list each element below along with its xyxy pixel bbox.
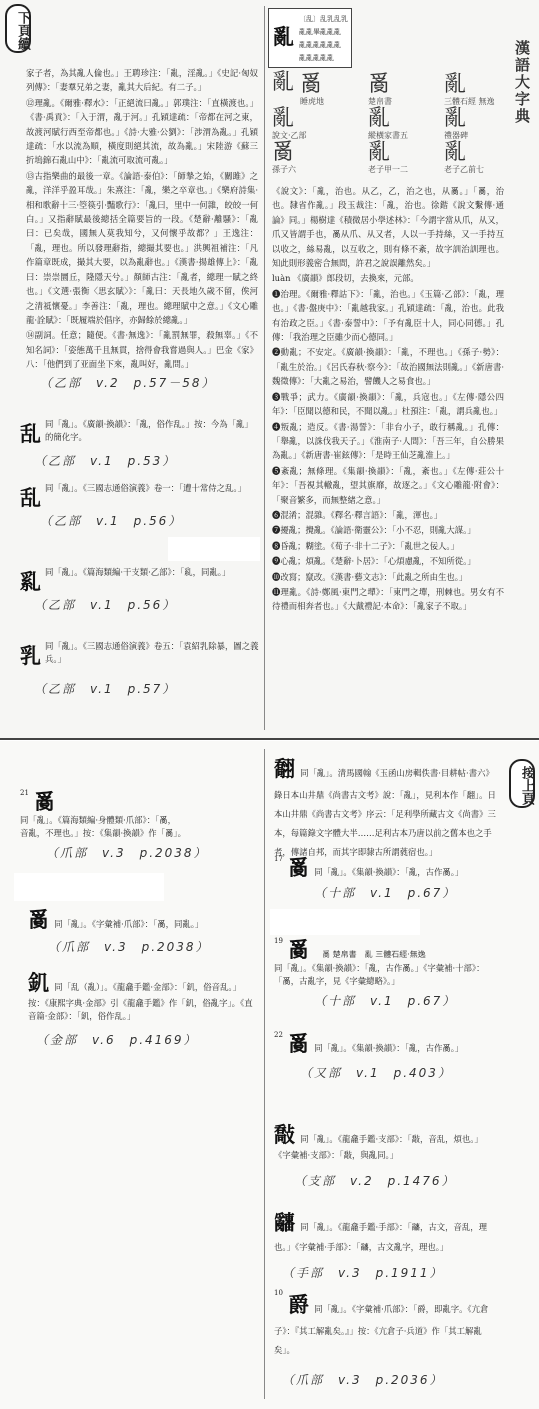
entry-text: 同「亂」。《三國志通俗演義》卷五：「袁紹乳除暴，圖之義兵。」: [45, 641, 259, 664]
sense-paragraph: ❹叛亂；造反。《書·湯誓》：「非台小子，敢行稱亂。」孔傳：「舉亂，以誅伐我天子。」《淮南子·人間》：「吾三年，自公勝果為亂。」《新唐書·崔鉉傳》：「是時王仙芝亂淮上。」: [272, 421, 504, 461]
entry-text: 同「亂」。《字彙補·爪部》：「爵，即亂字。《亢倉子》：『其工解亂矣。』」按：《亢倉子·兵道》作「其工解亂矣」。: [274, 1304, 489, 1355]
glyph-cell: 亂 說文·乙部: [272, 106, 307, 140]
pronunciation: luàn 《廣韻》郎段切，去換來，元部。: [272, 273, 419, 284]
glyph-source: 三體石經: [444, 97, 476, 106]
source-note: （十部 v.1 p.67）: [314, 886, 457, 900]
right-definition-text: [272, 184, 504, 732]
sense-paragraph: ❸戰爭；武力。《廣韻·換韻》：「亂，兵寇也。」《左傳·隱公四年》：「臣聞以德和民，不聞以亂。」杜預注：「亂，謂兵亂也。」: [272, 391, 504, 417]
source-note: （手部 v.3 p.1911）: [282, 1266, 444, 1280]
variant-entry: [20, 418, 260, 469]
glyph-cell: 𤔔 睡虎地: [300, 72, 324, 106]
glyph-source-sub: 無逸: [478, 97, 495, 106]
source-note: （爪部 v.3 p.2036）: [282, 1373, 444, 1387]
glyph-source: 𤔔 楚帛書 亂 三體石經·無逸: [322, 950, 426, 959]
sense-paragraph: ❽昏亂；糊塗。《荀子·非十二子》：「亂世之佞人。」: [272, 540, 459, 551]
variant-forms: [299, 13, 348, 65]
headword: 𤔔: [28, 907, 49, 932]
source-note: （十部 v.1 p.67）: [314, 994, 457, 1008]
variant-entry: [274, 753, 500, 859]
left-definition-text: [26, 66, 258, 370]
source-note: （乙部 v.1 p.56）: [40, 514, 183, 528]
headword: 乿: [20, 569, 41, 594]
entry-text: 音亂，不理也。」按：《集韻·換韻》作「𤔔」。: [20, 828, 186, 838]
variant-entry: [274, 1119, 500, 1189]
redaction-bar: [168, 537, 260, 561]
glyph-source: 楚帛書: [368, 97, 392, 106]
variant-entry: [20, 789, 256, 861]
variant-entry: [20, 482, 260, 529]
headword: 乱: [20, 421, 41, 446]
headword: 爵: [288, 1292, 310, 1317]
stroke-count: 10: [274, 1289, 283, 1297]
glyph-source: 禮器碑: [444, 131, 468, 140]
column-divider: [264, 6, 265, 730]
redaction-bar: [270, 909, 420, 935]
headword: 䎗: [274, 756, 295, 781]
source-note: （爪部 v.3 p.2038）: [48, 940, 210, 954]
entry-text: 同「亂」。《廣韻·換韻》：「亂，俗作乱。」按：今為「亂」的簡化字。: [45, 419, 253, 442]
variant-entry: [274, 1031, 500, 1081]
variant-line: 亂亂亂亂亂亂: [299, 41, 341, 49]
stroke-count: 22: [274, 1031, 283, 1039]
variant-entry: [20, 566, 260, 613]
headword: 乱: [20, 485, 41, 510]
etymology-paragraph: 《說文》：「亂，治也。从乙，乙，治之也，从𤔔。」「𤔔，治也。隸省作亂。」段玉裁注：「亂，治也。徐鍇《說文繫傳·通論》同。」楊樹達《積微居小學述林》：「今謂字當从爪，从又，爪又皆謂手也，𤔔从爪、从又者，人以一手持絲，又一手持互以收之，絲易亂，以互收之，則有條不紊，故字訓治訓理也。知此則形義密合無間，許君之說誤離然矣。」: [272, 186, 504, 269]
glyph-cell: 亂 三體石經 無逸: [444, 72, 495, 106]
glyph-source: 縱橫家書五: [368, 131, 408, 140]
glyph-cell: 亂: [272, 70, 295, 95]
glyph-source: 說文·乙部: [272, 131, 307, 140]
headword: 敽: [274, 1122, 295, 1147]
variant-entry: [274, 1289, 500, 1388]
variant-line: 亂亂畢亂亂亂: [299, 28, 341, 36]
entry-text: 同「亂」。《龍龕手鑑·手部》：「𤕌，古文，音乱，理也。」《字彙補·手部》：「𤕌，古文亂字，理也。」: [274, 1222, 487, 1252]
definition-paragraph: ⑬古指樂曲的最後一章。《論語·泰伯》：「師摯之始，《關雎》之亂，洋洋乎盈耳哉。」朱熹注：「亂，樂之卒章也。」《樂府詩集·相和歌辭十三·箜篌引·豔歌行》：「亂曰，里中一何雜，皎皎一何白。」又指辭賦最後總括全篇要旨的一段。《楚辭·離騷》：「亂曰：已矣哉，國無人莫我知兮，又何懷乎故都？」王逸注：「亂，理也。所以發理辭指，總撮其要也。」洪興祖補注：「凡作篇章既成，撮其大要，以為亂辭也。」《漢書·揚雄傳上》：「亂曰：崇崇圜丘，隆隱天兮。」顏師古注：「亂者，總理一賦之終也。」《文選·張衡〈思玄賦〉》：「亂曰：天長地久歲不留，俟河之清祗懷憂。」李善注：「亂，理也。總理賦中之意。」《文心雕龍·詮賦》：「既履端於倡序，亦歸餘於總亂。」: [26, 170, 258, 325]
entry-text: 同「乱（亂）」。《龍龕手鑑·金部》：「釠，俗音乱。」: [54, 982, 241, 992]
sense-paragraph: ❶治理。《爾雅·釋詁下》：「亂，治也。」《玉篇·乙部》：「亂，理也。」《書·盤庚中》：「亂越我家。」孔穎達疏：「亂，治也。此我有治政之臣。」《書·泰誓中》：「予有亂臣十人，同心同德。」孔傳：「我治理之臣雖少而心德同。」: [272, 288, 504, 343]
variant-entry: [274, 855, 500, 901]
variant-entry: [20, 640, 260, 697]
sense-paragraph: ❾心亂；煩亂。《楚辭·卜居》：「心煩慮亂，不知所從。」: [272, 556, 476, 567]
headword: 釠: [28, 970, 49, 995]
entry-text: 同「亂」。《字彙補·爪部》：「𤔔，同亂。」: [54, 919, 204, 929]
glyph-cell: 亂 縱橫家書五: [368, 106, 408, 140]
glyph-cell: 亂 老子甲一二: [368, 140, 408, 174]
headword: 𤔔: [34, 789, 56, 814]
dictionary-page-bottom: [0, 741, 539, 1409]
glyph-source: 睡虎地: [300, 97, 324, 106]
entry-text: 同「亂」。《集韻·換韻》：「亂，古作𤔔。」: [314, 867, 464, 877]
source-note: （金部 v.6 p.4169）: [36, 1033, 198, 1047]
glyph-source: 老子乙前七: [444, 165, 484, 174]
sense-paragraph: ⓫理亂。《詩·鄭風·東門之墠》：「東門之墠，刑棘也。男女有不待禮而相奔者也。」《大戴禮記·本命》：「亂家子不取。」: [272, 586, 504, 612]
headword: 亂: [273, 24, 294, 49]
glyph-cell: 𤔔 孫子六: [272, 140, 296, 174]
source-note: （乙部 v.1 p.56）: [34, 598, 177, 612]
glyph-cell: 亂 老子乙前七: [444, 140, 484, 174]
glyph-cell: 亂 禮器碑: [444, 106, 468, 140]
sense-paragraph: ❺紊亂；無條理。《集韻·換韻》：「亂，紊也。」《左傳·莊公十年》：「吾視其轍亂，望其旗靡，故逐之。」《文心雕龍·附會》：「聚音繁多，而無整緒之意。」: [272, 465, 504, 505]
column-divider: [264, 749, 265, 1399]
continued-stamp: 接上頁: [509, 759, 535, 808]
headword: 𤔔: [288, 1031, 310, 1056]
entry-text: 同「亂」。《篇海類編·身體類·爪部》：「𤔔，: [20, 815, 177, 825]
definition-paragraph: ⑭副詞。任意；隨便。《書·無逸》：「亂罰無罪，殺無辜。」《不知名詞》：「姿態萬千且無貫，捨得會我嘗過與人。」巴金《家》八：「他們到了亚面坐下來，亂叫好，亂問。」: [26, 330, 258, 370]
variant-line: 〔乱〕乱乳乱乳: [299, 15, 348, 23]
source-note: （支部 v.2 p.1476）: [294, 1174, 456, 1188]
headword: 𤕌: [274, 1210, 295, 1235]
entry-text: 《字彙補·支部》：「敽，與亂同。」: [274, 1150, 399, 1160]
source-note: （乙部 v.1 p.57）: [34, 682, 177, 696]
entry-text: 同「亂」。《龍龕手鑑·支部》：「敽，音乱，煩也。」: [300, 1134, 483, 1144]
stroke-count: 19: [274, 937, 283, 945]
glyph-source: 老子甲一二: [368, 165, 408, 174]
definition-paragraph: 家子者，為其亂人倫也。」王聘珍注：「亂，淫亂。」《史記·匈奴列傳》：「妻羣兄弟之妻，亂其大后紀。有二子。」: [26, 68, 258, 93]
source-note: （爪部 v.3 p.2038）: [46, 846, 208, 860]
stroke-count: 21: [20, 789, 29, 797]
entry-text: 同「亂」。《集韻·換韻》：「亂，古作𤔔。」《字彙補·十部》：「𤔔，古亂字，見《字彙總略》。」: [274, 963, 485, 986]
source-citation: [40, 372, 216, 391]
headword-header-box: [268, 8, 352, 68]
ancient-glyph-table: [272, 72, 502, 180]
source-note: （又部 v.1 p.403）: [300, 1066, 452, 1080]
variant-line: 亂亂亂亂亂: [299, 54, 334, 62]
sense-paragraph: ❻混淆；混雜。《釋名·釋言語》：「亂，渾也。」: [272, 509, 443, 520]
headword: 𤔔: [288, 855, 310, 880]
continued-stamp: 下頁續: [5, 4, 31, 53]
redaction-bar: [14, 873, 164, 901]
variant-entry: [274, 937, 500, 1009]
sense-paragraph: ❿改寫；竄改。《漢書·藝文志》：「此亂之所由生也。」: [272, 571, 468, 582]
entry-text: 同「亂」。《篇海類編·干支類·乙部》：「乿，同亂。」: [45, 567, 231, 577]
entry-text: 按：《康熙字典·金部》引《龍龕手鑑》作「釠，俗亂字」。《直音篇·金部》：「釠，俗作乱。」: [28, 998, 253, 1021]
stroke-count: 17: [274, 855, 283, 863]
entry-text: 同「亂」。《三國志通俗演義》卷一：「遭十常侍之乱。」: [45, 483, 246, 493]
dictionary-title: 漢語大字典: [513, 40, 531, 125]
sense-paragraph: ❷動亂；不安定。《廣韻·換韻》：「亂，不理也。」《孫子·勢》：「亂生於治。」《呂氏春秋·察今》：「故治國無法則亂。」《新唐書·魏徵傳》：「大亂之易治，譬饑人之易食也。」: [272, 347, 504, 387]
sense-paragraph: ❼擾亂；攪亂。《論語·衛靈公》：「小不忍，則亂大謀。」: [272, 525, 476, 536]
variant-entry: [28, 907, 256, 955]
source-note: （乙部 v.1 p.53）: [34, 454, 177, 468]
glyph-source: 孫子六: [272, 165, 296, 174]
entry-text: 同「亂」。清馬國翰《玉函山房輯佚書·目耕帖·書六》錄日本山井鼎《尚書古文考》說：「亂」，見利本作「䎗」。日本山井鼎《尚書古文考》序云：「足利學所藏古文《尚書》三本，每篇錄文字體大半……足利古本乃唐以前之舊本也之手者，傳諸自邦，而其字即隸古所謂蕤宿也。」: [274, 768, 496, 857]
variant-entry: [274, 1209, 500, 1281]
variant-entry: [28, 967, 256, 1048]
source-note: （乙部 v.2 p.57－58）: [40, 376, 216, 390]
glyph-cell: 𤔔 楚帛書: [368, 72, 392, 106]
headword: 𤔔: [288, 937, 310, 962]
entry-text: 同「亂」。《集韻·換韻》：「亂，古作𤔔。」: [314, 1043, 464, 1053]
headword: 乳: [20, 643, 41, 668]
definition-paragraph: ⑫理亂。《爾雅·釋水》：「正絕流曰亂。」郭璞注：「直橫渡也。」《書·禹貢》：「入于渭，亂于河。」孔穎達疏：「帝都在河之東，故渡河賦行西至帝都也。」《詩·大雅·公劉》：「涉渭為亂。」孔穎達疏：「水以流為順，橫度則絕其流，故為亂。」宋陸游《蘇三折塢錦石亂山中》：「亂流可取流可亂。」: [26, 97, 258, 166]
